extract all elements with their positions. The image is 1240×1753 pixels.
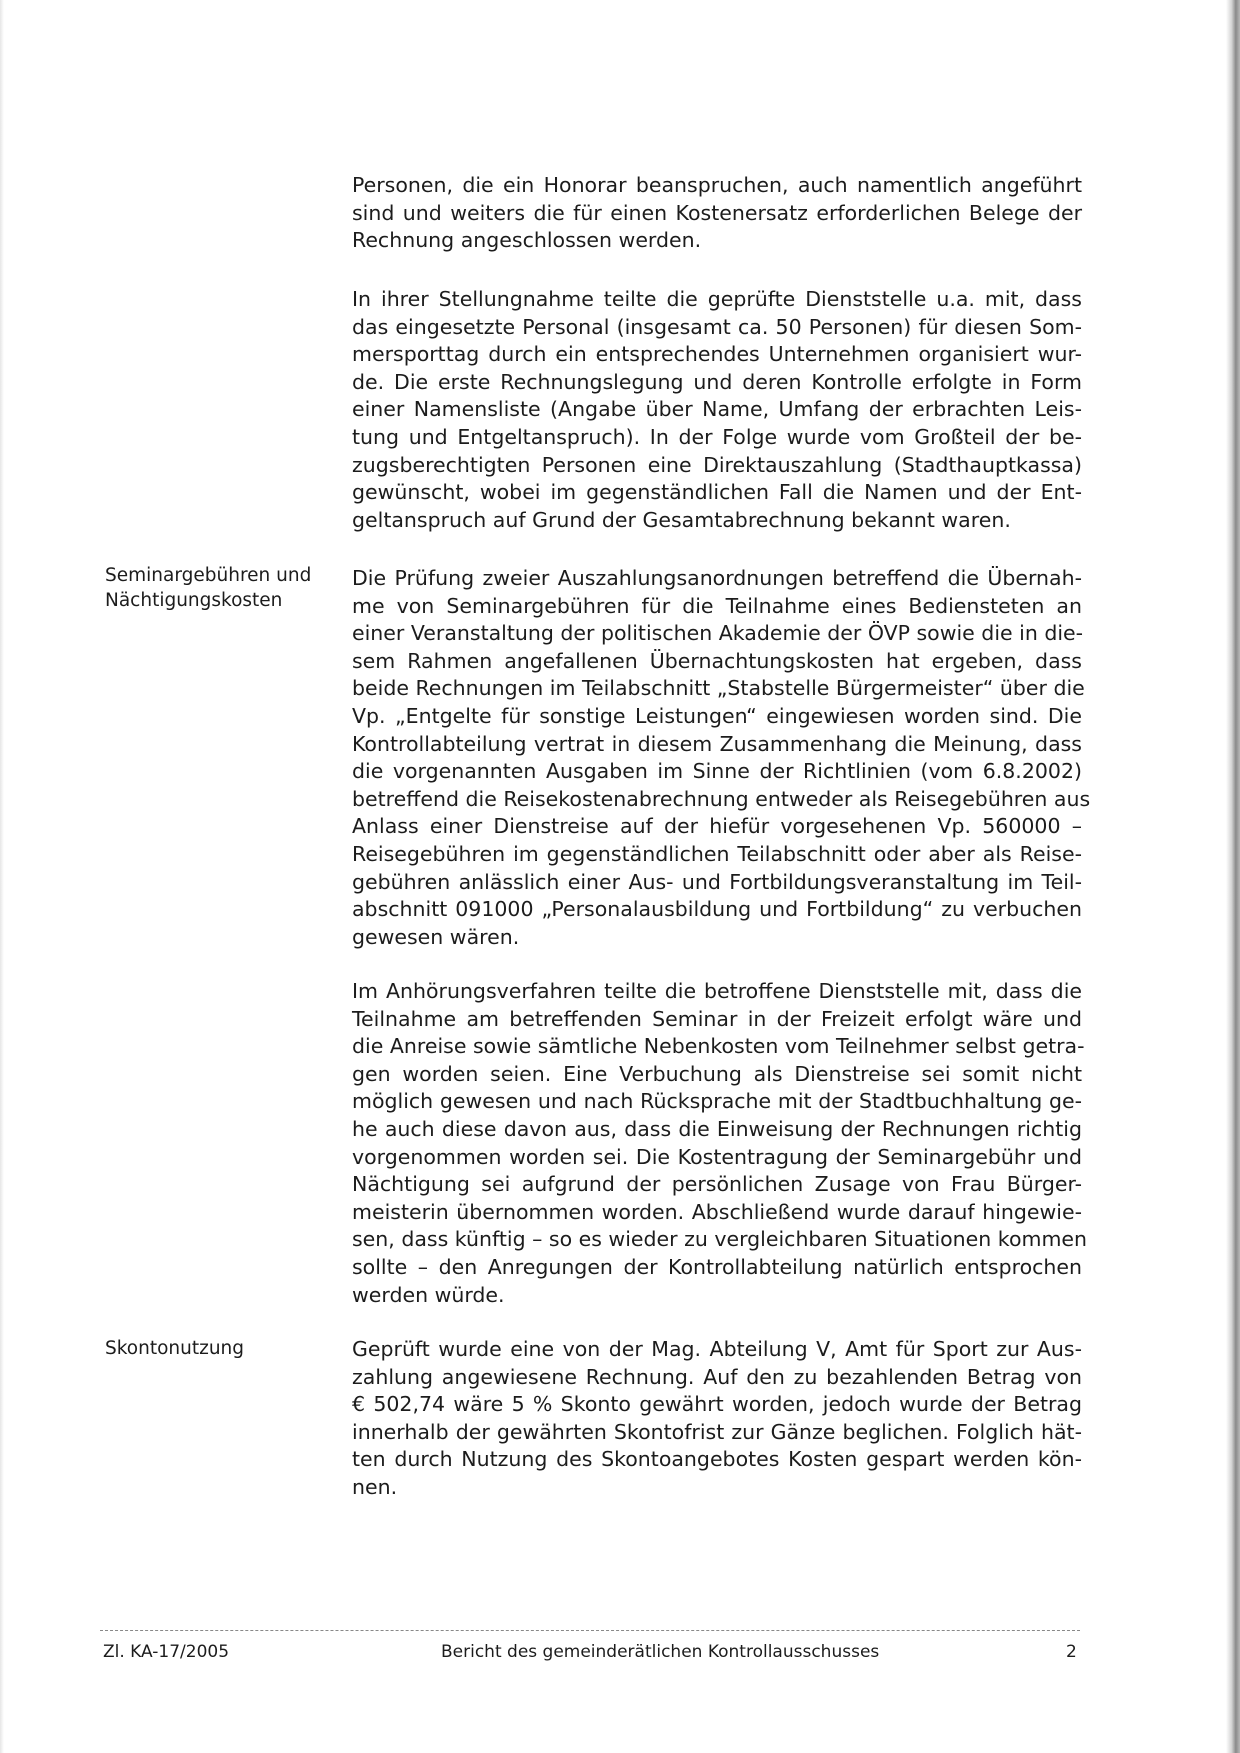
- paragraph-seminargebuehren: [352, 565, 1091, 951]
- text-line: Nächtigung sei aufgrund der persönlichen Zusage von Frau Bürger-: [352, 1172, 1082, 1197]
- text-line: zugsberechtigten Personen eine Direktauszahlung (Stadthauptkassa): [352, 452, 1082, 477]
- text-line: mersporttag durch ein entsprechendes Unternehmen organisiert wur-: [352, 342, 1082, 367]
- text-line: einer Namensliste (Angabe über Name, Umfang der erbrachten Leis-: [352, 397, 1082, 422]
- footer-reference: Zl. KA-17/2005: [103, 1642, 230, 1662]
- text-line: gebühren anlässlich einer Aus- und Fortbildungsveranstaltung im Teil-: [352, 869, 1082, 894]
- text-line: Geprüft wurde eine von der Mag. Abteilung V, Amt für Sport zur Aus-: [352, 1337, 1082, 1361]
- text-line: Rechnung angeschlossen werden.: [352, 228, 702, 253]
- text-line: Teilnahme am betreffenden Seminar in der Freizeit erfolgt wäre und: [352, 1006, 1082, 1031]
- text-line: abschnitt 091000 „Personalausbildung und Fortbildung“ zu verbuchen: [352, 897, 1082, 922]
- side-heading-skontonutzung: [105, 1336, 325, 1361]
- text-line: me von Seminargebühren für die Teilnahme eines Bediensteten an: [352, 593, 1082, 618]
- text-line: betreffend die Reisekostenabrechnung entweder als Reisegebühren aus: [352, 786, 1091, 811]
- text-line: innerhalb der gewährten Skontofrist zur Gänze beglichen. Folglich hät-: [352, 1419, 1082, 1444]
- text-line: Kontrollabteilung vertrat in diesem Zusammenhang die Meinung, dass: [352, 731, 1082, 756]
- paragraph-skontonutzung: [352, 1336, 1082, 1502]
- side-heading-seminargebuehren: [105, 563, 325, 613]
- text-line: tung und Entgeltanspruch). In der Folge wurde vom Großteil der be-: [352, 424, 1082, 449]
- text-line: nen.: [352, 1474, 398, 1499]
- text-line: ten durch Nutzung des Skontoangebotes Kosten gespart werden kön-: [352, 1447, 1082, 1472]
- paragraph-anhoerungsverfahren: [352, 978, 1088, 1309]
- paragraph-honorar: [352, 172, 1082, 255]
- footer-divider: [100, 1630, 1080, 1631]
- text-line: werden würde.: [352, 1282, 505, 1307]
- footer-title: Bericht des gemeinderätlichen Kontrollausschusses: [441, 1642, 880, 1662]
- side-heading-line: Nächtigungskosten: [105, 590, 283, 611]
- footer-page-number: 2: [1066, 1642, 1077, 1662]
- scan-edge-right: [1226, 0, 1240, 1753]
- text-line: die vorgenannten Ausgaben im Sinne der Richtlinien (vom 6.8.2002): [352, 759, 1082, 784]
- side-heading-line: Skontonutzung: [105, 1338, 245, 1359]
- text-line: gen worden seien. Eine Verbuchung als Dienstreise sei somit nicht: [352, 1061, 1082, 1086]
- text-line: möglich gewesen und nach Rücksprache mit der Stadtbuchhaltung ge-: [352, 1089, 1082, 1114]
- text-line: gewünscht, wobei im gegenständlichen Fall die Namen und der Ent-: [352, 480, 1082, 505]
- text-line: In ihrer Stellungnahme teilte die geprüfte Dienststelle u.a. mit, dass: [352, 287, 1082, 311]
- text-line: sollte – den Anregungen der Kontrollabteilung natürlich entsprochen: [352, 1254, 1082, 1279]
- text-line: € 502,74 wäre 5 % Skonto gewährt worden, jedoch wurde der Betrag: [352, 1392, 1082, 1417]
- text-line: geltanspruch auf Grund der Gesamtabrechnung bekannt waren.: [352, 507, 1011, 532]
- scan-edge-left: [0, 0, 4, 1753]
- text-line: Im Anhörungsverfahren teilte die betroffene Dienststelle mit, dass die: [352, 979, 1082, 1003]
- text-line: Die Prüfung zweier Auszahlungsanordnungen betreffend die Übernah-: [352, 566, 1082, 590]
- text-line: beide Rechnungen im Teilabschnitt „Stabstelle Bürgermeister“ über die: [352, 676, 1085, 701]
- text-line: sind und weiters die für einen Kostenersatz erforderlichen Belege der: [352, 200, 1082, 225]
- text-line: Personen, die ein Honorar beanspruchen, auch namentlich angeführt: [352, 173, 1082, 197]
- text-line: Reisegebühren im gegenständlichen Teilabschnitt oder aber als Reise-: [352, 841, 1082, 866]
- text-line: einer Veranstaltung der politischen Akademie der ÖVP sowie die in die-: [352, 621, 1084, 646]
- text-line: das eingesetzte Personal (insgesamt ca. 50 Personen) für diesen Som-: [352, 314, 1082, 339]
- text-line: vorgenommen worden sei. Die Kostentragung der Seminargebühr und: [352, 1144, 1082, 1169]
- side-heading-line: Seminargebühren und: [105, 565, 312, 586]
- text-line: meisterin übernommen worden. Abschließend wurde darauf hingewie-: [352, 1199, 1082, 1224]
- text-line: die Anreise sowie sämtliche Nebenkosten vom Teilnehmer selbst getra-: [352, 1034, 1085, 1059]
- text-line: Anlass einer Dienstreise auf der hiefür vorgesehenen Vp. 560000 –: [352, 814, 1082, 839]
- text-line: sem Rahmen angefallenen Übernachtungskosten hat ergeben, dass: [352, 648, 1082, 673]
- text-line: zahlung angewiesene Rechnung. Auf den zu bezahlenden Betrag von: [352, 1364, 1082, 1389]
- text-line: gewesen wären.: [352, 924, 520, 949]
- text-line: sen, dass künftig – so es wieder zu vergleichbaren Situationen kommen: [352, 1227, 1088, 1252]
- text-line: he auch diese davon aus, dass die Einweisung der Rechnungen richtig: [352, 1116, 1082, 1141]
- text-line: Vp. „Entgelte für sonstige Leistungen“ eingewiesen worden sind. Die: [352, 703, 1082, 728]
- paragraph-stellungnahme: [352, 286, 1082, 534]
- text-line: de. Die erste Rechnungslegung und deren Kontrolle erfolgte in Form: [352, 369, 1082, 394]
